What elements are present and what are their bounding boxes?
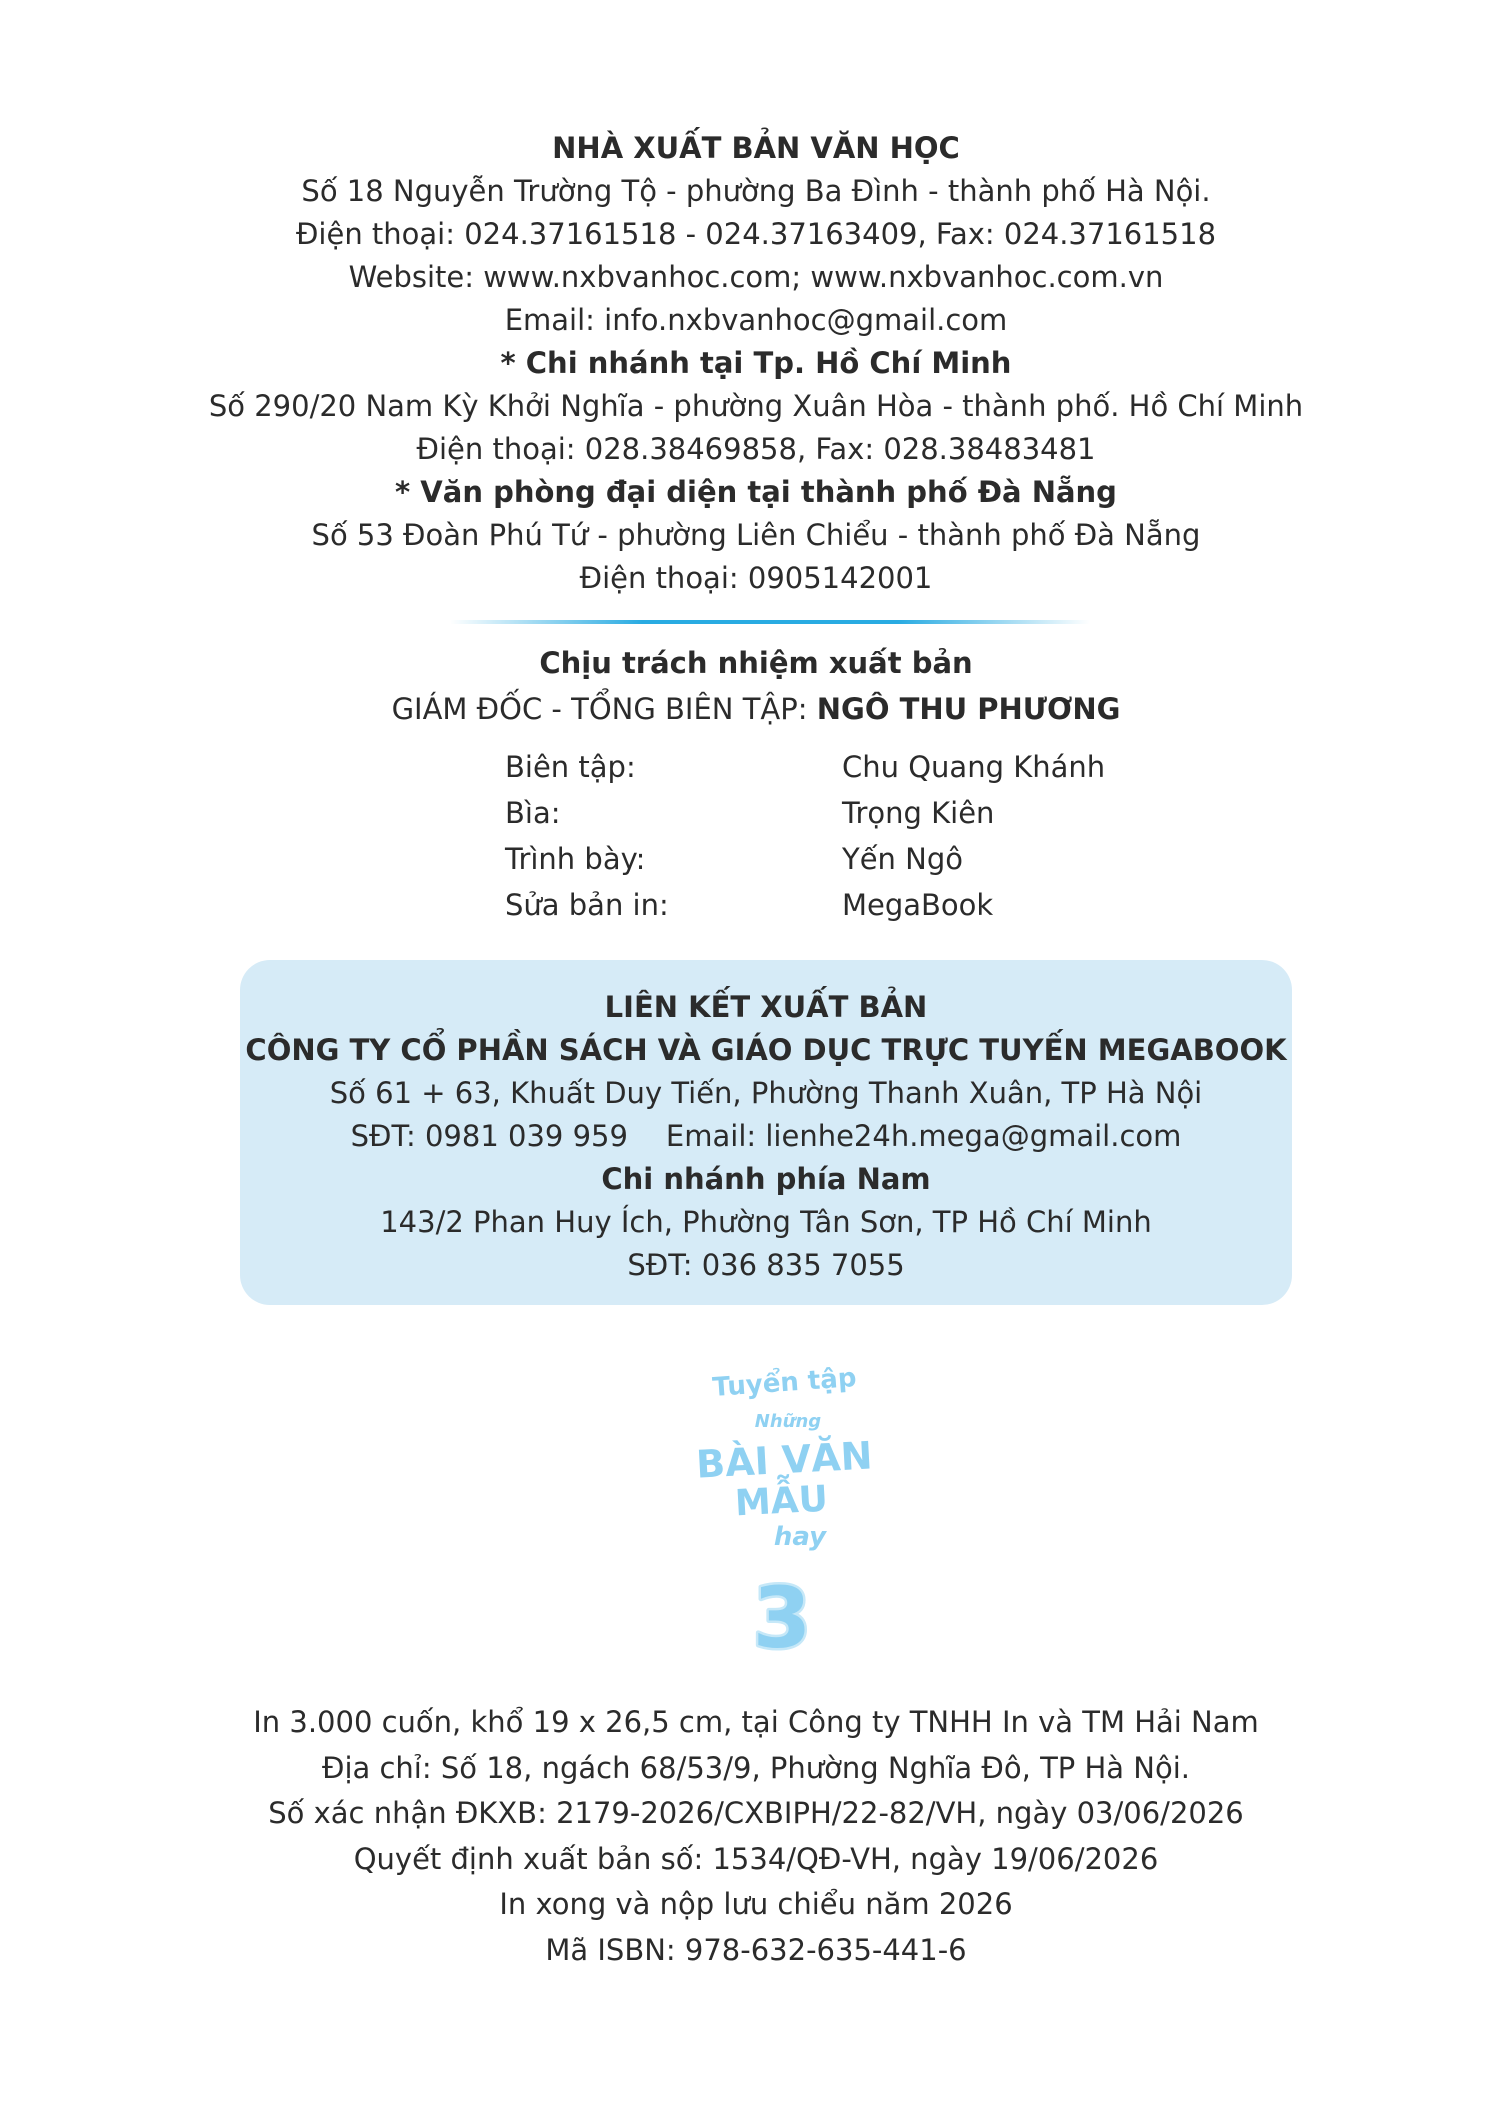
legal-deposit: In xong và nộp lưu chiểu năm 2026 <box>499 1887 1013 1921</box>
isbn: Mã ISBN: 978-632-635-441-6 <box>545 1932 967 1967</box>
credit-row <box>505 744 1205 790</box>
section-divider <box>450 620 1090 624</box>
credit-row <box>505 790 1205 836</box>
partner-company: CÔNG TY CỔ PHẦN SÁCH VÀ GIÁO DỤC TRỰC TUYẾN MEGABOOK <box>245 1033 1287 1067</box>
credits-list <box>505 744 1205 928</box>
publisher-info <box>0 127 1512 600</box>
director-label: GIÁM ĐỐC - TỔNG BIÊN TẬP: <box>391 692 817 726</box>
partner-phone: SĐT: 0981 039 959 <box>350 1119 628 1153</box>
publishing-decision: Quyết định xuất bản số: 1534/QĐ-VH, ngày 19/06/2026 <box>353 1841 1159 1876</box>
credit-name: Chu Quang Khánh <box>842 750 1106 784</box>
south-branch-phone: SĐT: 036 835 7055 <box>627 1248 905 1282</box>
printing-info <box>0 1700 1512 1973</box>
director-line <box>0 686 1512 732</box>
responsibility-title: Chịu trách nhiệm xuất bản <box>539 646 973 680</box>
series-logo <box>690 1355 880 1655</box>
director-name: NGÔ THU PHƯƠNG <box>816 692 1121 726</box>
hcm-branch-title: * Chi nhánh tại Tp. Hồ Chí Minh <box>500 346 1012 380</box>
logo-line-3: BÀI VĂN <box>695 1433 874 1487</box>
hcm-branch-phone-fax: Điện thoại: 028.38469858, Fax: 028.38483481 <box>416 432 1096 466</box>
publisher-name: NHÀ XUẤT BẢN VĂN HỌC <box>552 131 960 165</box>
south-branch-title: Chi nhánh phía Nam <box>601 1162 931 1196</box>
danang-office-title: * Văn phòng đại diện tại thành phố Đà Nẵng <box>395 475 1117 509</box>
danang-office-phone: Điện thoại: 0905142001 <box>579 561 933 595</box>
registration-number: Số xác nhận ĐKXB: 2179-2026/CXBIPH/22-82/VH, ngày 03/06/2026 <box>268 1796 1244 1830</box>
credit-row <box>505 882 1205 928</box>
logo-line-1: Tuyển tập <box>711 1363 858 1404</box>
logo-line-2: Những <box>754 1411 822 1432</box>
credit-name: Trọng Kiên <box>842 796 995 830</box>
credit-role: Biên tập: <box>505 750 636 784</box>
printer-address: Địa chỉ: Số 18, ngách 68/53/9, Phường Nghĩa Đô, TP Hà Nội. <box>321 1750 1191 1785</box>
logo-line-4: MẪU <box>733 1478 829 1525</box>
print-run: In 3.000 cuốn, khổ 19 x 26,5 cm, tại Công ty TNHH In và TM Hải Nam <box>253 1705 1259 1739</box>
responsibility-section <box>0 640 1512 732</box>
partner-box <box>240 960 1292 1305</box>
logo-number: 3 <box>752 1569 812 1655</box>
publisher-address: Số 18 Nguyễn Trường Tộ - phường Ba Đình - thành phố Hà Nội. <box>301 174 1211 208</box>
credit-role: Sửa bản in: <box>505 888 669 922</box>
partner-email: Email: lienhe24h.mega@gmail.com <box>665 1119 1182 1153</box>
credit-row <box>505 836 1205 882</box>
publisher-website: Website: www.nxbvanhoc.com; www.nxbvanhoc.com.vn <box>348 260 1164 294</box>
credit-name: MegaBook <box>842 888 994 922</box>
south-branch-address: 143/2 Phan Huy Ích, Phường Tân Sơn, TP Hồ Chí Minh <box>380 1205 1152 1239</box>
credit-role: Bìa: <box>505 796 561 830</box>
partner-title: LIÊN KẾT XUẤT BẢN <box>604 990 928 1024</box>
publisher-email: Email: info.nxbvanhoc@gmail.com <box>504 303 1008 337</box>
hcm-branch-address: Số 290/20 Nam Kỳ Khởi Nghĩa - phường Xuân Hòa - thành phố. Hồ Chí Minh <box>208 389 1304 423</box>
partner-address: Số 61 + 63, Khuất Duy Tiến, Phường Thanh Xuân, TP Hà Nội <box>329 1076 1203 1110</box>
credit-name: Yến Ngô <box>842 842 963 876</box>
publisher-phone-fax: Điện thoại: 024.37161518 - 024.37163409, Fax: 024.37161518 <box>295 217 1217 251</box>
logo-line-5: hay <box>773 1522 827 1552</box>
danang-office-address: Số 53 Đoàn Phú Tứ - phường Liên Chiểu - thành phố Đà Nẵng <box>311 518 1201 552</box>
partner-contact <box>240 1115 1292 1158</box>
credit-role: Trình bày: <box>505 842 646 876</box>
